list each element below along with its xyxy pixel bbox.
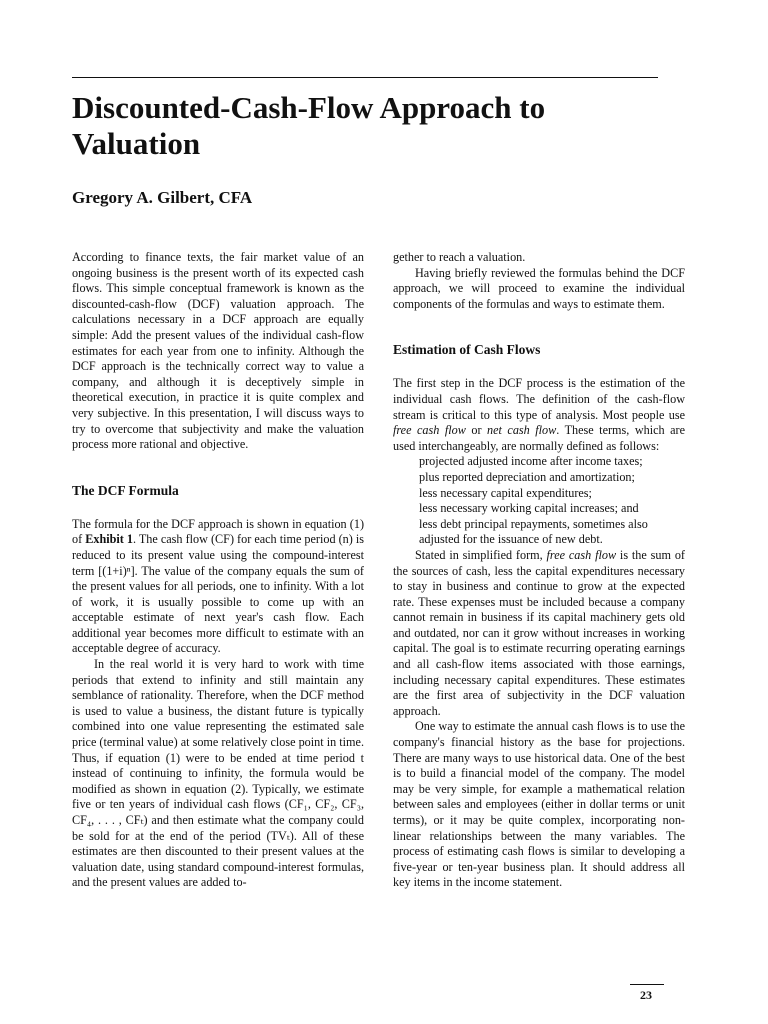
heading-estimation: Estimation of Cash Flows	[393, 342, 541, 358]
article-title: Discounted-Cash-Flow Approach to Valuation	[72, 90, 546, 161]
top-rule	[72, 77, 658, 78]
simplified-form-paragraph: Stated in simplified form, free cash flow is the sum of the sources of cash, less the capital expenditures necessary to stay in business and continue to grow at the expected rate. These expenses must be included because a company cannot remain in business if its capital machinery gets old and outdated, nor can it grow without increases in working capital. The goal is to estimate recurring operating earnings and all cash-flow items associated with those earnings, including necessary capital expenditures. These estimates are the first area of subjectivity in the DCF valuation approach.	[393, 547, 685, 718]
list-item: less debt principal repayments, sometimes also adjusted for the issuance of new debt.	[419, 516, 648, 547]
formula-paragraph: The formula for the DCF approach is shown in equation (1) of Exhibit 1. The cash flow (CF) for each time period (n) is reduced to its present value using the compound-interest term [(1+i)ⁿ]. The value of the company equals the sum of the present values for all periods, one to infinity. With a lot of work, it is usually possible to come up with an acceptable estimate of next year's cash flow. Each additional year becomes more difficult to estimate with an acceptable degree of accuracy.	[72, 516, 364, 656]
history-paragraph: One way to estimate the annual cash flows is to use the company's financial history as the base for projections. There are many ways to use historical data. One of the best is to build a financial model of the company. The model may be very simple, for example a mathematical relation between sales and employees (either in dollar terms or unit terms), or it may be quite complex, incorporating non-linear relationships between the many variables. The process of estimating cash flows is similar to developing a five-year or ten-year business plan. It should address all key items in the income statement.	[393, 719, 685, 890]
intro-paragraph: According to finance texts, the fair market value of an ongoing business is the present worth of its expected cash flows. This simple conceptual framework is known as the discounted-cash-flow (DCF) valuation approach. The calculations necessary in a DCF approach are equally simple: Add the present values of the individual cash-flow estimates for each year from one to infinity. Although the DCF approach is the technically correct way to value a company, and although it is deceptively simple in theoretical execution, in practice it is quite complex and very subjective. In this presentation, I will discuss ways to try to overcome that subjectivity and make the valuation process more rational and objective.	[72, 250, 364, 452]
exhibit-ref: Exhibit 1	[85, 532, 133, 547]
right-column	[393, 250, 685, 891]
page-number: 23	[640, 988, 652, 1002]
terminal-value-paragraph: In the real world it is very hard to work with time periods that extend to infinity and still maintain any semblance of rationality. Therefore, when the DCF method is used to value a business, the distant future is typically combined into one value representing the estimated sale price (terminal value) at some relatively close point in time. Thus, if equation (1) were to be ended at time period t instead of continuing to infinity, the formula would be modified as shown in equation (2). Typically, we estimate five or ten years of individual cash flows (CF₁, CF₂, CF₃, CF₄, . . . , CFₜ) and then estimate what the company could be sold for at the end of the period (TVₜ). All of these estimates are then discounted to their present values at the valuation date, using standard compound-interest formulas, and the present values are added to-	[72, 657, 364, 890]
definition-paragraph: The first step in the DCF process is the estimation of the individual cash flows. The definition of the cash-flow stream is critical to this type of analysis. Most people use free cash flow or net cash flow. These terms, which are used interchangeably, are normally defined as follows:	[393, 376, 685, 453]
list-item: plus reported depreciation and amortization;	[419, 469, 635, 484]
left-column	[72, 250, 364, 891]
review-paragraph: Having briefly reviewed the formulas behind the DCF approach, we will proceed to examine the individual components of the formulas and ways to estimate them.	[393, 265, 685, 311]
list-item: less necessary capital expenditures;	[419, 485, 592, 500]
list-item: projected adjusted income after income taxes;	[419, 454, 643, 469]
heading-dcf-formula: The DCF Formula	[72, 482, 179, 498]
continuation-paragraph: gether to reach a valuation.	[393, 250, 526, 264]
author-byline: Gregory A. Gilbert, CFA	[72, 188, 253, 207]
list-item: less necessary working capital increases; and	[419, 501, 639, 516]
footer-rule	[630, 984, 664, 985]
cash-flow-definition-list	[393, 454, 685, 548]
